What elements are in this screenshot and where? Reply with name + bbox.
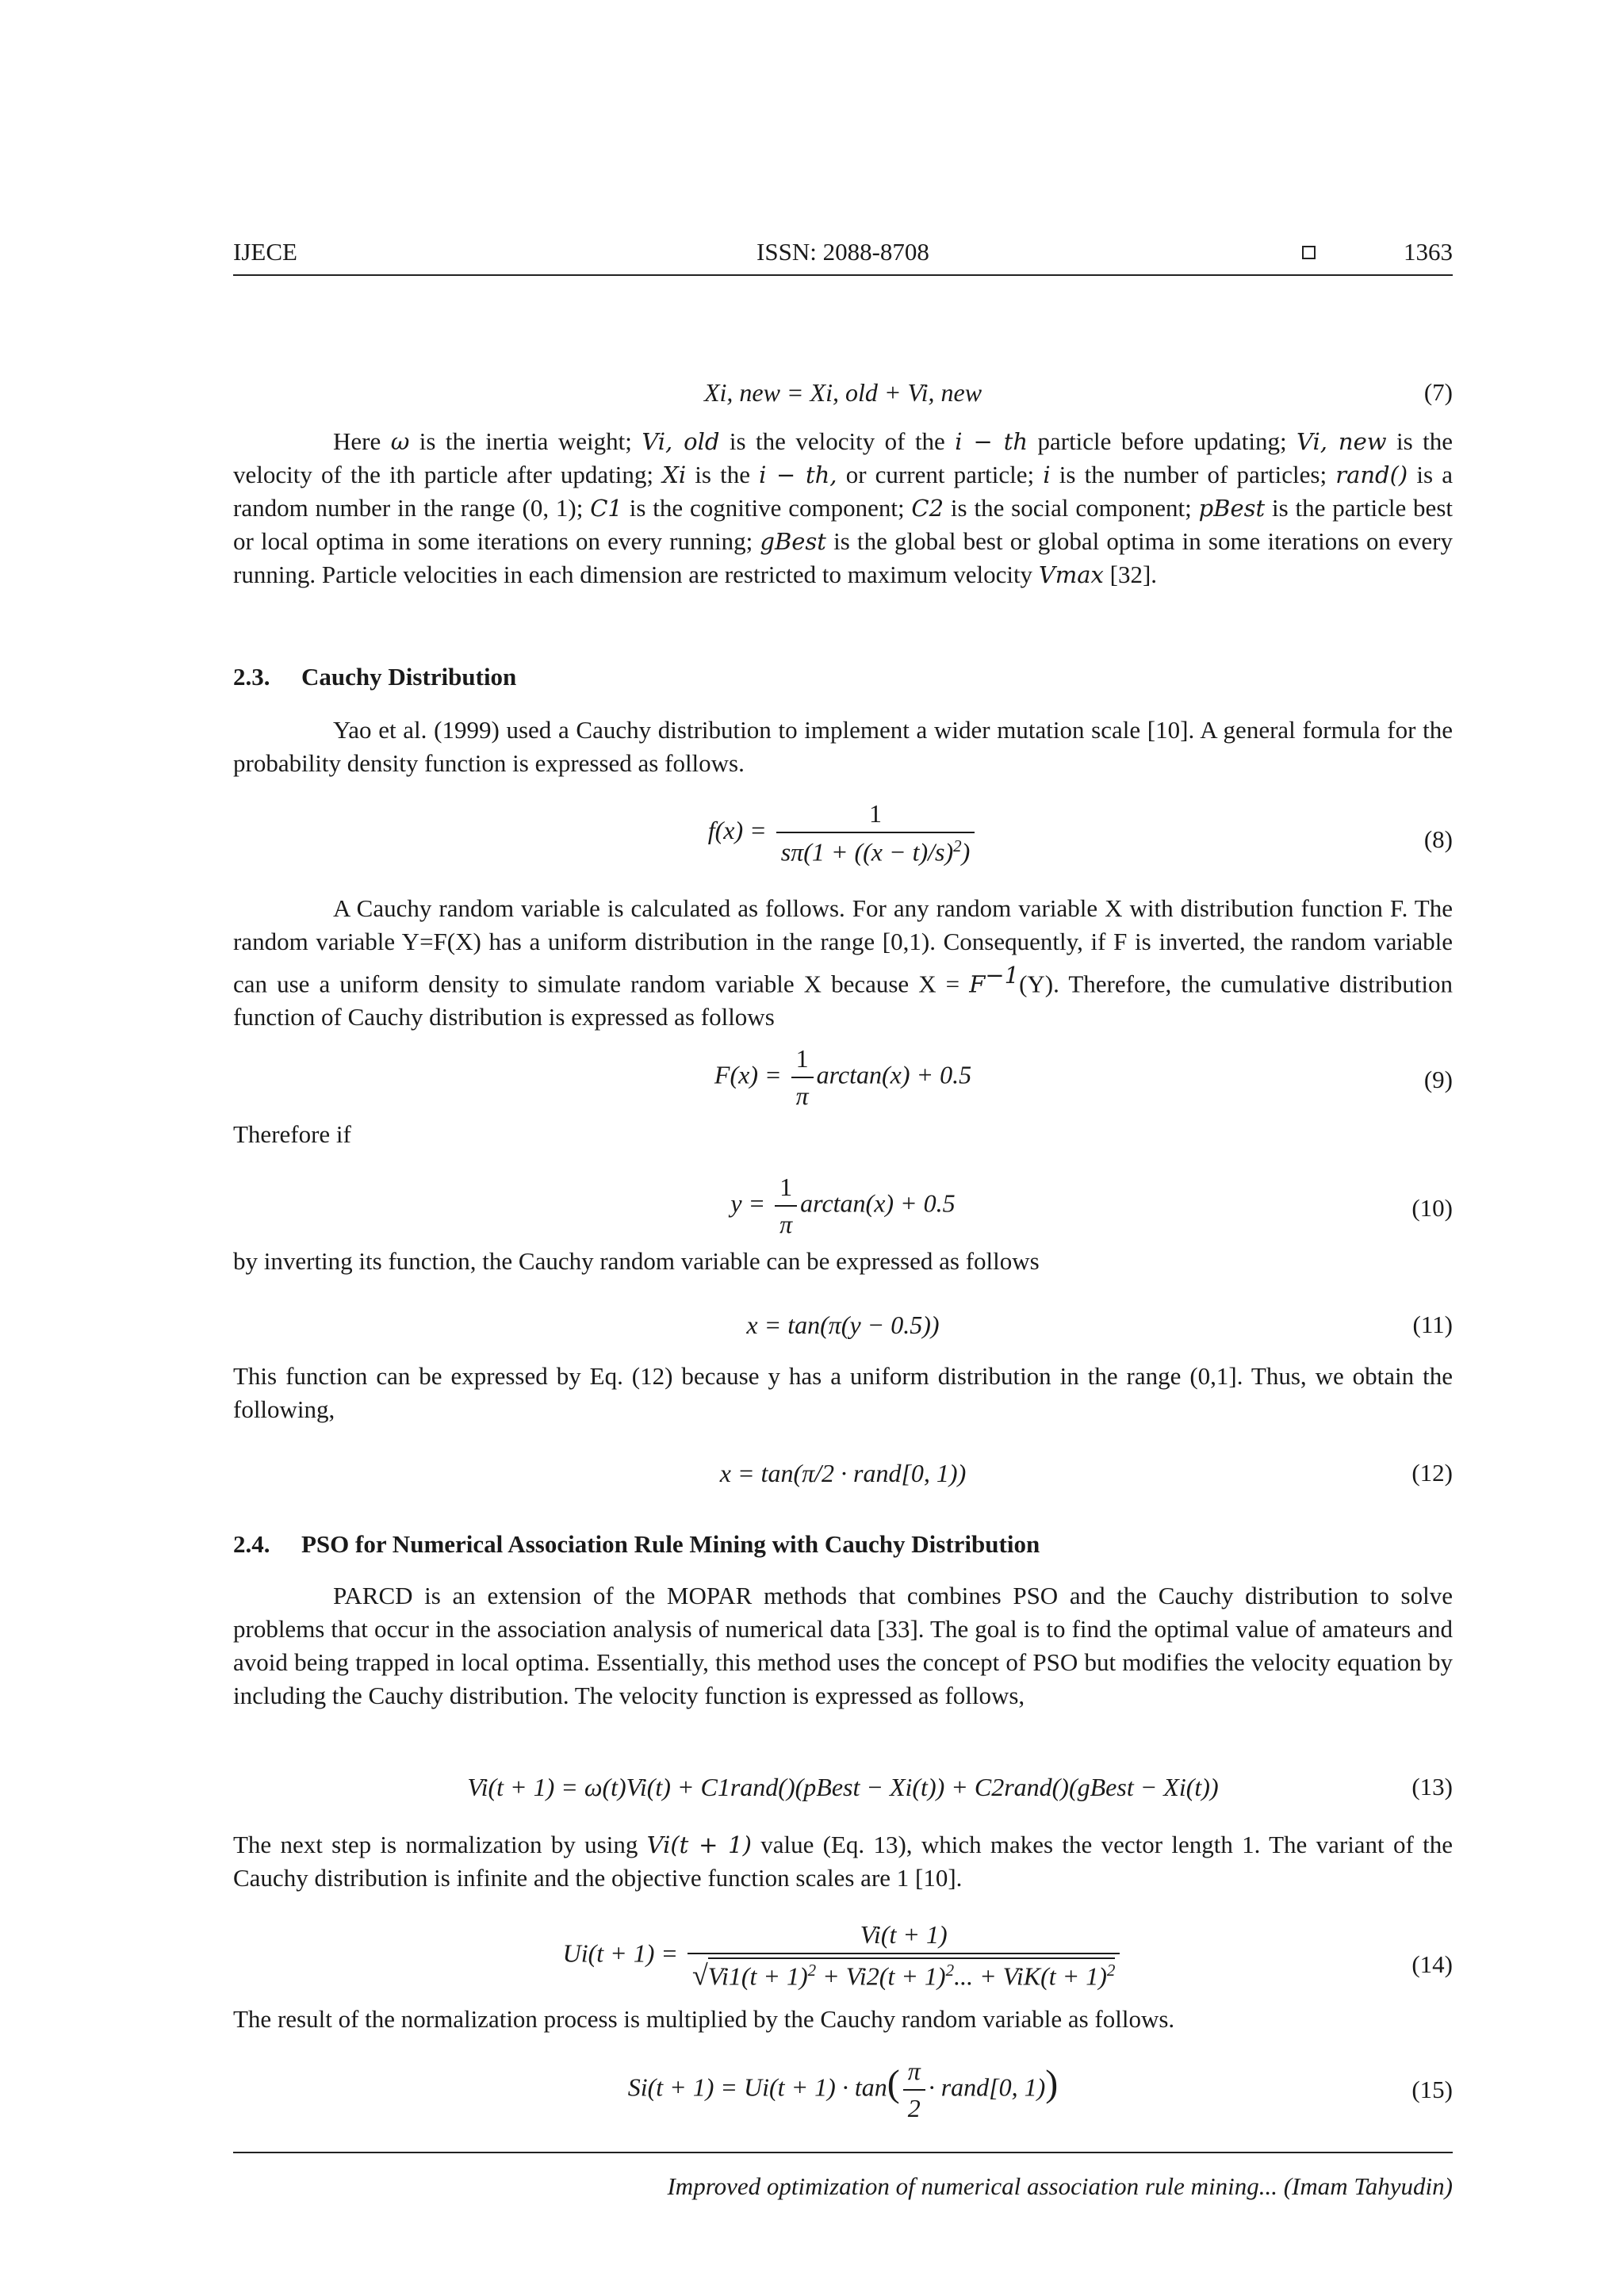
paragraph-therefore: Therefore if <box>233 1120 351 1148</box>
paragraph-normalization: The next step is normalization by using Vi(t + 1) value (Eq. 13), which makes the vector length 1. The variant of the Cauchy distribution is infinite and the objective function scales are 1 [10]. <box>233 1831 1453 1892</box>
square-icon <box>1302 246 1316 259</box>
equation-number: (13) <box>1411 1773 1453 1800</box>
paragraph-cauchy-intro: Yao et al. (1999) used a Cauchy distribution to implement a wider mutation scale [10]. A general formula for the probability density function is expressed as follows. <box>233 716 1453 777</box>
equation-number: (7) <box>1423 378 1453 406</box>
page-number: 1363 <box>1404 238 1453 266</box>
equation-number: (12) <box>1411 1459 1453 1487</box>
paper-page: IJECE ISSN: 2088-8708 1363 Xi, new = Xi, old + Vi, new (7) Here ω is the inertia weight; Vi, old is the velocity of the i − th particle before updating; Vi, new is the velocity of the ith particle after updating; Xi is the i − th, or current particle; i is the number of particles; rand() is a random number in the range (0, 1); C1 is the cognitive component; C2 is the social component; pBest is the particle best or local optima in some iterations on every running; gBest is the global best or global optima in some iterations on every running. Particle velocities in each dimension are restricted to maximum velocity Vmax [32]. 2.3. Cauchy Distribution Yao et al. (1999) used a Cauchy distribution to implement a wider mutation scale [10]. A general formula for the probability density function is expressed as follows. f(x) = $\frac{1}{s\pi(1 + ((x - t)/s)^2)}$ (8) A Cauchy random variable is calculated as follows. For any random variable X with distribution function F. The random variable Y=F(X) has a uniform distribution in the range [0,1). Consequently, if F is inverted, the random variable can use a uniform density to simulate random variable X because $X = F^{-1}(Y)$. Therefore, the cumulative distribution function of Cauchy distribution is expressed as follows F(x) = $\frac{1}{\pi}$ arctan(x) + 0.5 (9) Therefore if y = $\frac{1}{\pi}$ arctan(x) + 0.5 (10) by inverting its function, the Cauchy random variable can be expressed as follows x = tan(π(y − 0.5)) (11) This function can be expressed by Eq. (12) because y has a uniform distribution in the range (0,1]. Thus, we obtain the following, x = tan(π/2 · rand[0, 1)) (12) 2.4. PSO for Numerical Association Rule Mining with Cauchy Distribution PARCD is an extension of the MOPAR methods that combines PSO and the Cauchy distribution to solve problems that occur in the association analysis of numerical data [33]. The goal is to find the optimal value of amateurs and avoid being trapped in local optima. Essentially, this method uses the concept of PSO but modifies the velocity equation by including the Cauchy distribution. The velocity function is expressed as follows, Vi(t + 1) = ω(t)Vi(t) + C1rand()(pBest − Xi(t)) + C2rand()(gBest − Xi(t)) (13) The next step is normalization by using Vi(t + 1) value (Eq. 13), which makes the vector length 1. The variant of the Cauchy distribution is infinite and the objective function scales are 1 [10]. Ui(t + 1) = $\frac{Vi(t + 1)}{√Vi1(t + 1)^2 + Vi2(t + 1)^2... + ViK(t + 1)^2}$ (14) The result of the normalization process is multiplied by the Cauchy random variable as follows. Si(t + 1) = Ui(t + 1) · tan( $\frac{\pi}{2}$ · rand[0, 1)) (15) Improved optimization of numerical association rule mining... (Imam Tahyudin) <box>233 238 1454 2200</box>
equation-number: (11) <box>1412 1311 1453 1338</box>
issn: ISSN: 2088-8708 <box>756 238 929 266</box>
equation-number: (10) <box>1411 1194 1453 1222</box>
paragraph-pso-variables: Here ω is the inertia weight; Vi, old is the velocity of the i − th particle before updating; Vi, new is the velocity of the ith particle after updating; Xi is the i − th, or current particle; i is the number of particles; rand() is a random number in the range (0, 1); C1 is the cognitive component; C2 is the social component; pBest is the particle best or local optima in some iterations on every running; gBest is the global best or global optima in some iterations on every running. Particle velocities in each dimension are restricted to maximum velocity Vmax [32]. <box>233 427 1454 588</box>
equation-number: (8) <box>1423 825 1453 853</box>
section-heading-2-4: 2.4. PSO for Numerical Association Rule Mining with Cauchy Distribution <box>233 1530 1040 1558</box>
paragraph-uniform-distribution: This function can be expressed by Eq. (12) because y has a uniform distribution in the range (0,1]. Thus, we obtain the following, <box>233 1362 1453 1423</box>
paragraph-cauchy-random-variable: A Cauchy random variable is calculated as follows. For any random variable X with distribution function F. The random variable Y=F(X) has a uniform distribution in the range [0,1). Consequently, if F is inverted, the random variable can use a uniform density to simulate random variable X because $X = F^{-1}(Y)$. Therefore, the cumulative distribution function of Cauchy distribution is expressed as follows <box>233 894 1453 1031</box>
running-head <box>233 238 1453 276</box>
paragraph-normalization-result: The result of the normalization process is multiplied by the Cauchy random variable as follows. <box>233 2005 1175 2033</box>
equation-number: (14) <box>1411 1950 1453 1978</box>
running-footer: Improved optimization of numerical association rule mining... (Imam Tahyudin) <box>233 2152 1453 2201</box>
section-heading-2-3: 2.3. Cauchy Distribution <box>233 663 517 691</box>
paragraph-parcd: PARCD is an extension of the MOPAR methods that combines PSO and the Cauchy distribution to solve problems that occur in the association analysis of numerical data [33]. The goal is to find the optimal value of amateurs and avoid being trapped in local optima. Essentially, this method uses the concept of PSO but modifies the velocity equation by including the Cauchy distribution. The velocity function is expressed as follows, <box>233 1582 1453 1709</box>
journal-name: IJECE <box>233 238 297 266</box>
equation-number: (9) <box>1423 1066 1453 1093</box>
equation-number: (15) <box>1411 2076 1453 2103</box>
paragraph-inverting: by inverting its function, the Cauchy random variable can be expressed as follows <box>233 1247 1040 1275</box>
